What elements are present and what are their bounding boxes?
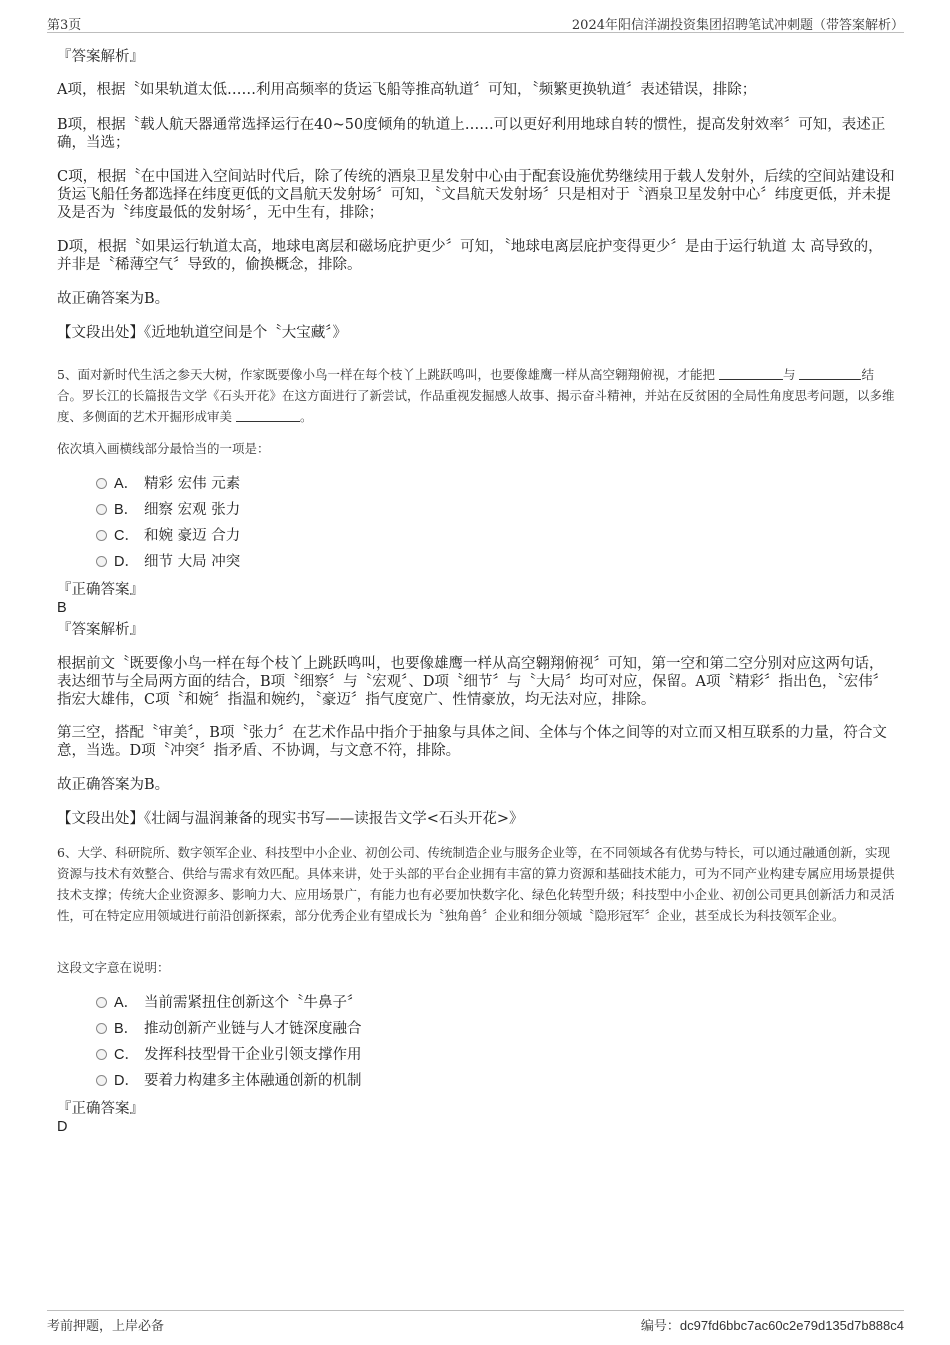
radio-icon[interactable] [96,997,107,1008]
radio-icon[interactable] [96,1049,107,1060]
q6-option-b[interactable]: B． 推动创新产业链与人才链深度融合 [96,1020,362,1038]
page-footer [47,1310,904,1335]
prev-analysis-d: D项，根据〝如果运行轨道太高，地球电离层和磁场庇护更少〞可知，〝地球电离层庇护变得更少〞是由于运行轨道 太 高导致的，并非是〝稀薄空气〞导致的，偷换概念，排除。 [57,239,883,273]
prev-analysis-b: B项，根据〝载人航天器通常选择运行在40~50度倾角的轨道上……可以更好利用地球自转的惯性，提高发射效率〞可知，表述正确，当选； [57,117,886,151]
radio-icon[interactable] [96,556,107,567]
prev-analysis-c: C项，根据〝在中国进入空间站时代后，除了传统的酒泉卫星发射中心由于配套设施优势继续用于载人发射外，后续的空间站建设和货运飞船任务都选择在纬度更低的文昌航天发射场〞可知，〝文昌航天发射场〞只是相对于〝酒泉卫星发射中心〞纬度更低，并未提及是否为〝纬度最低的发射场〞，无中生有，排除； [57,169,895,221]
q5-analysis-1: 根据前文〝既要像小鸟一样在每个枝丫上跳跃鸣叫，也要像雄鹰一样从高空翱翔俯视〞可知，第一空和第二空分别对应这两句话，表达细节与全局两方面的结合，B项〝细察〞与〝宏观〞、D项〝细节〞与〝大局〞均可对应，保留。A项〝精彩〞指出色，〝宏伟〞指宏大雄伟，C项〝和婉〞指温和婉约，〝豪迈〞指气度宽广、性情豪放，均无法对应，排除。 [57,656,888,708]
page-header [47,12,904,33]
footer-code-label: 编号： [640,1319,680,1334]
q5-prompt: 依次填入画横线部分最恰当的一项是： [57,441,270,456]
q5-option-b[interactable]: B． 细察 宏观 张力 [96,501,240,519]
q6-answer: D [57,1119,68,1135]
document-title: 2024年阳信洋湖投资集团招聘笔试冲刺题（带答案解析） [571,18,904,33]
page-number: 第3页 [47,18,82,33]
q5-option-d[interactable]: D． 细节 大局 冲突 [96,553,240,571]
q5-blank-3 [236,408,300,422]
q6-option-a[interactable]: A． 当前需紧扭住创新这个〝牛鼻子〞 [96,994,362,1012]
q6-option-d[interactable]: D． 要着力构建多主体融通创新的机制 [96,1072,362,1090]
q5-answer: B [57,600,67,616]
q5-stem-part2: 与 [782,367,796,382]
prev-conclusion: 故正确答案为B。 [57,291,170,307]
q5-analysis-2: 第三空，搭配〝审美〞，B项〝张力〞在艺术作品中指介于抽象与具体之间、全体与个体之间等的对立而又相互联系的力量，符合文意，当选。D项〝冲突〞指矛盾、不协调，与文意不符，排除。 [57,725,887,759]
q6-prompt: 这段文字意在说明： [57,960,170,975]
q5-stem-part4: 。 [300,409,313,424]
q5-answer-label: 『正确答案』 [57,582,144,598]
q5-analysis-label: 『答案解析』 [57,622,144,638]
q5-stem-part1: 5、面对新时代生活之参天大树，作家既要像小鸟一样在每个枝丫上跳跃鸣叫，也要像雄鹰一样从高空翱翔俯视，才能把 [57,367,715,382]
q5-blank-1 [719,366,783,380]
q6-answer-label: 『正确答案』 [57,1101,144,1117]
radio-icon[interactable] [96,504,107,515]
q5-conclusion: 故正确答案为B。 [57,777,170,793]
q6-option-c[interactable]: C． 发挥科技型骨干企业引领支撑作用 [96,1046,362,1064]
q5-blank-2 [799,366,861,380]
footer-slogan: 考前押题，上岸必备 [47,1319,165,1334]
radio-icon[interactable] [96,478,107,489]
radio-icon[interactable] [96,530,107,541]
q5-stem-part3: 结合。罗长江的长篇报告文学《石头开花》在这方面进行了新尝试，作品重视发掘感人故事、揭示奋斗精神，并站在反贫困的全局性角度思考问题，以多维度、多侧面的艺术开掘形成审美 [57,367,895,424]
q5-option-a[interactable]: A． 精彩 宏伟 元素 [96,475,240,493]
radio-icon[interactable] [96,1075,107,1086]
footer-code [641,1315,904,1334]
q5-source: 【文段出处】《壮阔与温润兼备的现实书写——读报告文学<石头开花>》 [57,811,524,827]
q5-option-c[interactable]: C． 和婉 豪迈 合力 [96,527,240,545]
prev-analysis-label: 『答案解析』 [57,49,144,65]
q6-stem: 6、大学、科研院所、数字领军企业、科技型中小企业、初创公司、传统制造企业与服务企业等，在不同领域各有优势与特长，可以通过融通创新，实现资源与技术有效整合、供给与需求有效匹配。具体来讲，处于头部的平台企业拥有丰富的算力资源和基础技术能力，可为不同产业构建专属应用场景提供技术支撑；传统大企业资源多、影响力大、应用场景广，有能力也有必要加快数字化、绿色化转型升级；科技型中小企业、初创公司更具创新活力和灵活性，可在特定应用领域进行前沿创新探索，部分优秀企业有望成长为〝独角兽〞企业和细分领域〝隐形冠军〞企业，甚至成长为科技领军企业。 [57,845,895,923]
footer-code-value: dc97fd6bbc7ac60c2e79d135d7b888c4 [679,1318,904,1333]
radio-icon[interactable] [96,1023,107,1034]
q5-stem [57,364,895,427]
prev-analysis-a: A项，根据〝如果轨道太低……利用高频率的货运飞船等推高轨道〞可知，〝频繁更换轨道〞表述错误，排除； [57,82,757,98]
prev-source: 【文段出处】《近地轨道空间是个〝大宝藏〞》 [57,325,347,341]
